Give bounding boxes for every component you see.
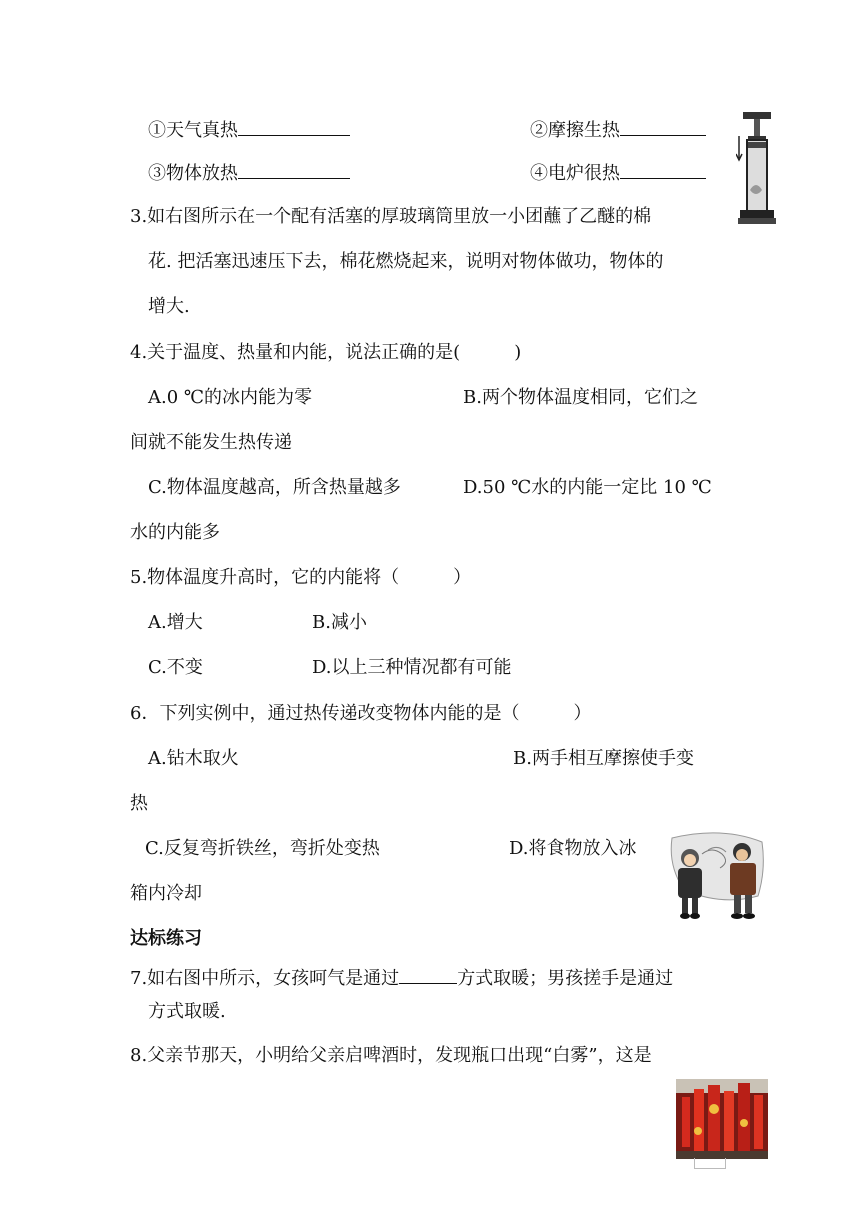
piston-cylinder-figure — [736, 110, 778, 228]
q5-option-a: A.增大 — [148, 612, 203, 633]
q4-option-b-cont: 间就不能发生热传递 — [130, 432, 292, 453]
answer-blank — [620, 160, 706, 179]
q4-option-d: D.50 ℃水的内能一定比 10 ℃ — [463, 477, 712, 498]
q4-option-d-cont: 水的内能多 — [130, 522, 220, 543]
red-decorations-photo — [676, 1079, 768, 1159]
answer-blank — [238, 160, 350, 179]
q6-option-d: D.将食物放入冰 — [509, 838, 637, 859]
q7-line-1: 7.如右图中所示，女孩呵气是通过 方式取暖；男孩搓手是通过 — [130, 965, 673, 991]
section-title: 达标练习 — [130, 928, 202, 949]
q2-item-2: ②摩擦生热 — [530, 117, 706, 143]
q3-line-3: 增大. — [148, 296, 190, 317]
q6-option-c: C.反复弯折铁丝，弯折处变热 — [145, 838, 380, 859]
q2-item-4: ④电炉很热 — [530, 160, 706, 186]
q2-item-1: ①天气真热 — [148, 117, 350, 143]
q6-option-b-cont: 热 — [130, 793, 148, 814]
answer-blank — [620, 117, 706, 136]
page-corner-marker — [694, 1158, 726, 1169]
q4-option-a: A.0 ℃的冰内能为零 — [148, 387, 313, 408]
q3-line-1: 3.如右图所示在一个配有活塞的厚玻璃筒里放一小团蘸了乙醚的棉 — [130, 206, 652, 227]
q5-option-c: C.不变 — [148, 657, 203, 678]
q5-option-b: B.减小 — [312, 612, 367, 633]
q7-line-2: 方式取暖. — [148, 1001, 226, 1022]
answer-blank — [238, 117, 350, 136]
q4-option-b: B.两个物体温度相同，它们之 — [463, 387, 698, 408]
q6-stem: 6．下列实例中，通过热传递改变物体内能的是（ ） — [130, 703, 592, 724]
q8-line-1: 8.父亲节那天，小明给父亲启啤酒时，发现瓶口出现“白雾”，这是 — [130, 1045, 652, 1066]
q6-option-b: B.两手相互摩擦使手变 — [513, 748, 694, 769]
children-warming-figure — [662, 830, 766, 922]
q4-option-c: C.物体温度越高，所含热量越多 — [148, 477, 401, 498]
answer-blank — [399, 965, 457, 984]
q4-stem: 4.关于温度、热量和内能，说法正确的是( ) — [130, 342, 522, 363]
q3-line-2: 花. 把活塞迅速压下去，棉花燃烧起来，说明对物体做功，物体的 — [148, 251, 664, 272]
q2-item-3: ③物体放热 — [148, 160, 350, 186]
q5-option-d: D.以上三种情况都有可能 — [312, 657, 512, 678]
q6-option-a: A.钻木取火 — [148, 748, 239, 769]
q5-stem: 5.物体温度升高时，它的内能将（ ） — [130, 567, 472, 588]
q6-option-d-cont: 箱内冷却 — [130, 883, 202, 904]
